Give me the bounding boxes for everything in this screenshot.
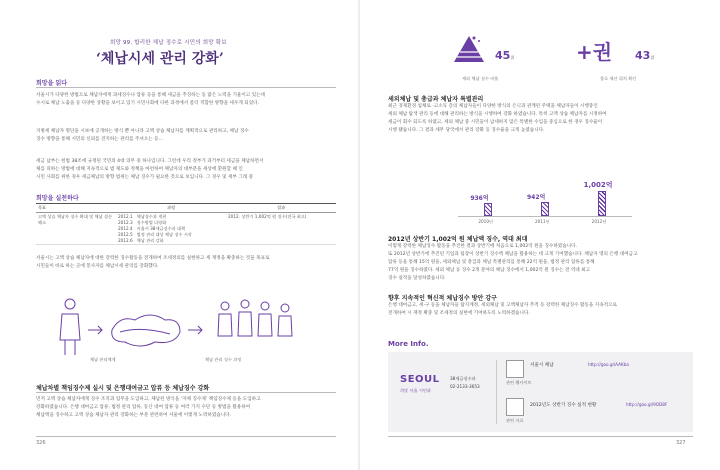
footer-rule <box>388 436 693 437</box>
text-line: 77억 원을 징수하였다. 세외 체납 등 징수 2개 분야의 체납 징수에서 1,002억 원 징수는 전 역대 최고 <box>388 268 591 273</box>
step-text: 징수방법 다양화 <box>136 219 167 225</box>
stat-1-label: 세외 체납 징수 비율 <box>462 76 499 81</box>
paragraph-5 <box>36 396 336 420</box>
section-heading-read: 희망을 읽다 <box>36 80 68 87</box>
result-date: 2012. <box>228 213 240 219</box>
text-line: 세금 납부는 헌법 38조에 규정된 국민의 4대 의무 중 하나입니다. 그런데 우리 정부가 과거부터 세금을 체납하면서 <box>36 159 264 164</box>
page-number-right: 327 <box>676 440 686 446</box>
link-1-text[interactable]: 서울시 체납 <box>530 363 554 368</box>
paragraph-3 <box>36 158 336 182</box>
text-line: 강화하였습니다. 은행 대여금고 압류, 법정 관리 압류, 동산 대여 압류 등 여러 가지 수단 등 방법을 활용하여 <box>36 405 251 410</box>
footer-rule <box>36 436 336 437</box>
text-line: 징수 방향을 통해 시민의 신뢰를 견지하는 관리를 주셔오는 등... <box>36 137 164 142</box>
chart-value-label: 1,002억 <box>583 181 613 190</box>
arrow-right-icon <box>88 326 102 334</box>
pyramid-icon <box>452 34 486 64</box>
section-heading-special: 세외체납 및 총급과 체납자 특별관리 <box>388 96 484 103</box>
table-row <box>36 213 336 245</box>
more-info-heading: More Info. <box>388 340 429 348</box>
diagram-label-1: 체납 관리체계 <box>90 357 116 362</box>
step-date: 2012.3 <box>118 219 133 225</box>
page-title: ‘체납시세 관리 강화’ <box>96 51 224 67</box>
more-info-box <box>388 352 693 432</box>
table-header-process: 과정 <box>116 204 226 213</box>
webpage-icon <box>506 360 524 378</box>
person-icon <box>60 299 80 355</box>
text-line: 수시로 체납 노출을 등 다양한 상황을 보이고 있기 시민사회에 다한 과정에서 좀더 적합한 방향을 세우게 되었다. <box>36 101 260 106</box>
document-icon <box>506 398 524 416</box>
stat-2-number: 43 <box>635 49 651 62</box>
table-cell-goal: 고액 상습 체납자 징수 확대 및 체납 결손 해소 <box>36 213 116 245</box>
text-line: 시민 사회를 위한 경우 세금체납의 방향 범위는 체납 징수가 필요한 것으로 보입니다. 그 경우 및 세부 그래 중 <box>36 175 254 180</box>
result-text: 상반기 1,002억 원 징수(전국 최고) <box>241 213 307 219</box>
text-line: 세외 체납 탐색 관리 등에 대해 관리하는 방식을 시행하여 강화 하였습니다. 특히 고액 상습 체납자를 시정하여 <box>388 112 607 117</box>
process-illustration <box>40 290 330 370</box>
info-divider <box>496 360 497 424</box>
text-line: 전개하여 시 재정 확충 및 조세정의 실현에 기여하도록 노력하겠습니다. <box>388 311 530 316</box>
section-heading-practice: 희망을 실천하다 <box>36 195 79 202</box>
text-line: 또 2012년 상반기에 추진된 기업과 팀장이 상반기 징수액 체납을 활용하는 데 크게 기여했습니다. 체납자 명의 은행 대여금고 <box>388 252 638 257</box>
text-line: 체납액을 징수하고 고액 상습 체납자 관리 강화하는 부분 관련하여 서울에 이렇게 노력하였습니다. <box>36 413 232 418</box>
right-paragraph-1 <box>388 103 693 135</box>
divider <box>36 87 336 88</box>
stat-1-number: 45 <box>495 49 511 62</box>
people-group-icon <box>218 300 292 336</box>
diagram-label-2: 체납 관리 징수 과정 <box>205 357 242 362</box>
section-heading-record: 2012년 상반기 1,002억 원 체납액 징수, 역대 최대 <box>388 236 528 243</box>
text-line: 먼저 고액 상습 체납자에게 징수 조직과 업무을 도입하고, 체납된 방식을 ‘자체 징수제’ 책임징수제 등을 도입하고 <box>36 397 261 402</box>
text-line: 은행 대여금고, 세·구 등을 체납자들 탐지계정, 세외체납 및 고액체납자 추적 등 강력한 체납징수 활동을 지속적으로 <box>388 303 617 308</box>
text-line: 압류 등을 통해 15억 원을, 세외체납 및 총급과 체납 특별관리를 통해 22억 원을, 법정 관리 압류를 통해 <box>388 260 595 265</box>
arrow-right-icon <box>188 326 202 334</box>
chart-bar <box>541 202 549 216</box>
step-text: 체납징수과 개편 <box>136 213 167 219</box>
intro-paragraph <box>36 92 336 108</box>
paragraph-4 <box>36 255 336 271</box>
dept-phone: 02-2133-3653 <box>450 384 480 389</box>
stat-2-glyph: +권 <box>576 40 613 64</box>
page-number-left: 326 <box>36 440 46 446</box>
table-header-goal: 목표 <box>36 204 116 213</box>
text-line: 체를 피하는 방법에 대해 지속적으로 법 제도와 정책을 마련하여 체납자의 대부분을 세상에 환원할 때 인 <box>36 167 243 172</box>
stat-2-suffix: 위 <box>650 55 655 60</box>
step-text: 체납 관리 강화 <box>136 237 164 243</box>
divider <box>36 392 336 393</box>
text-line: 이렇게 강력한 체납징수 활동을 추진한 결과 상반기에 처음으로 1,002억 원을 징수하였습니다. <box>388 244 577 249</box>
text-line: 세금이 회수 되도록 하였고, 세외 체납 중 시민들이 납세하지 않은 특별한 수입을 중심으로 한 경우 징수율이 <box>388 120 603 125</box>
step-text: 법정 관리 대상 체납 징수 시작 <box>136 231 192 237</box>
map-icon <box>112 315 180 346</box>
link-2-caption: 관련 자료 <box>506 418 524 423</box>
step-row <box>118 238 224 244</box>
text-line: 시민들이 바로 하는 곳에 봉사자를 체납시세 관리를 강화했다. <box>36 264 159 269</box>
table-cell-result <box>226 213 336 245</box>
right-page <box>360 0 720 470</box>
table-cell-steps <box>116 213 226 245</box>
step-date: 2012.1 <box>118 213 133 219</box>
chart-value-label: 936억 <box>470 194 489 202</box>
chart-baseline <box>458 216 632 217</box>
chart-category-label: 2011년 <box>535 219 550 224</box>
link-1-caption: 관련 웹사이트 <box>506 380 532 385</box>
stat-2 <box>635 44 654 63</box>
text-line: 지방세 체납자 명단을 시보에 공개하는 방식 뿐 아니라 고액 상습 체납자를 계획적으로 관리하고, 체납 징수 <box>36 129 249 134</box>
link-2-url[interactable]: http://goo.gl/9OD8F <box>626 402 668 407</box>
section-heading-future: 향후 지속적인 혁신적 체납징수 방안 강구 <box>388 295 497 302</box>
chart-value-label: 942억 <box>527 193 546 201</box>
seoul-logo-sub: 희망 서울 시민과 <box>400 388 431 393</box>
step-text: 서울시 38세금징수과 대책 <box>136 225 186 231</box>
dept-name: 38세금징수과 <box>450 376 476 381</box>
table-header-result: 결과 <box>226 204 336 213</box>
stat-1-suffix: 위 <box>510 55 515 60</box>
link-2-text[interactable]: 2012년도 상반기 징수 실적 현황 <box>530 403 597 408</box>
paragraph-2 <box>36 128 336 144</box>
seoul-logo-text: SEOUL <box>400 374 440 385</box>
stat-1 <box>495 44 514 63</box>
process-table-wrap <box>36 203 336 245</box>
text-line: 서울시가 다양한 방법으로 체납자에게 과세징수나 압류 등을 통해 세금을 추징하는 등 많은 노력을 기울이고 있는데 <box>36 93 266 98</box>
text-line: 시행 됐습니다. 그 결과 세무 당국에서 관리 강화 등 징수율을 크게 높였습니다. <box>388 128 545 133</box>
text-line: 징수 실적을 달성하였습니다. <box>388 276 446 281</box>
right-paragraph-3 <box>388 302 693 318</box>
process-table <box>36 203 336 245</box>
chart-bar <box>484 203 492 216</box>
collection-bar-chart <box>460 160 630 224</box>
chart-category-label: 2010년 <box>478 219 494 224</box>
text-line: 서울시는 고액 상습 체납자에 대한 강력한 징수활동을 전개하여 조세정의를 실현하고 세 재정을 확충하는 것을 목표로 <box>36 256 270 261</box>
chart-bar <box>598 191 606 216</box>
link-1-url[interactable]: http://goo.gl/AAKba <box>588 362 629 367</box>
page-kicker: 희망 99. 합리한 체납 징수로 시민의 희망 확보 <box>110 40 227 46</box>
section-heading-enforcement: 체납차별 책임징수제 실시 및 은행대여금고 압류 등 체납징수 강화 <box>36 385 210 392</box>
step-date: 2012.6 <box>118 237 133 243</box>
text-line: 최근 경제환경 침체로 ·고소득 층의 체납자들이 다양한 방식의 은닉과 관계된 주택을 체납자들이 시행중인 <box>388 104 598 109</box>
stat-2-label: 종로 재산 위치 확인 <box>600 76 637 81</box>
chart-category-label: 2012년 <box>591 219 607 224</box>
step-date: 2012.5 <box>118 231 133 237</box>
right-paragraph-2 <box>388 243 693 283</box>
step-date: 2012.4 <box>118 225 133 231</box>
